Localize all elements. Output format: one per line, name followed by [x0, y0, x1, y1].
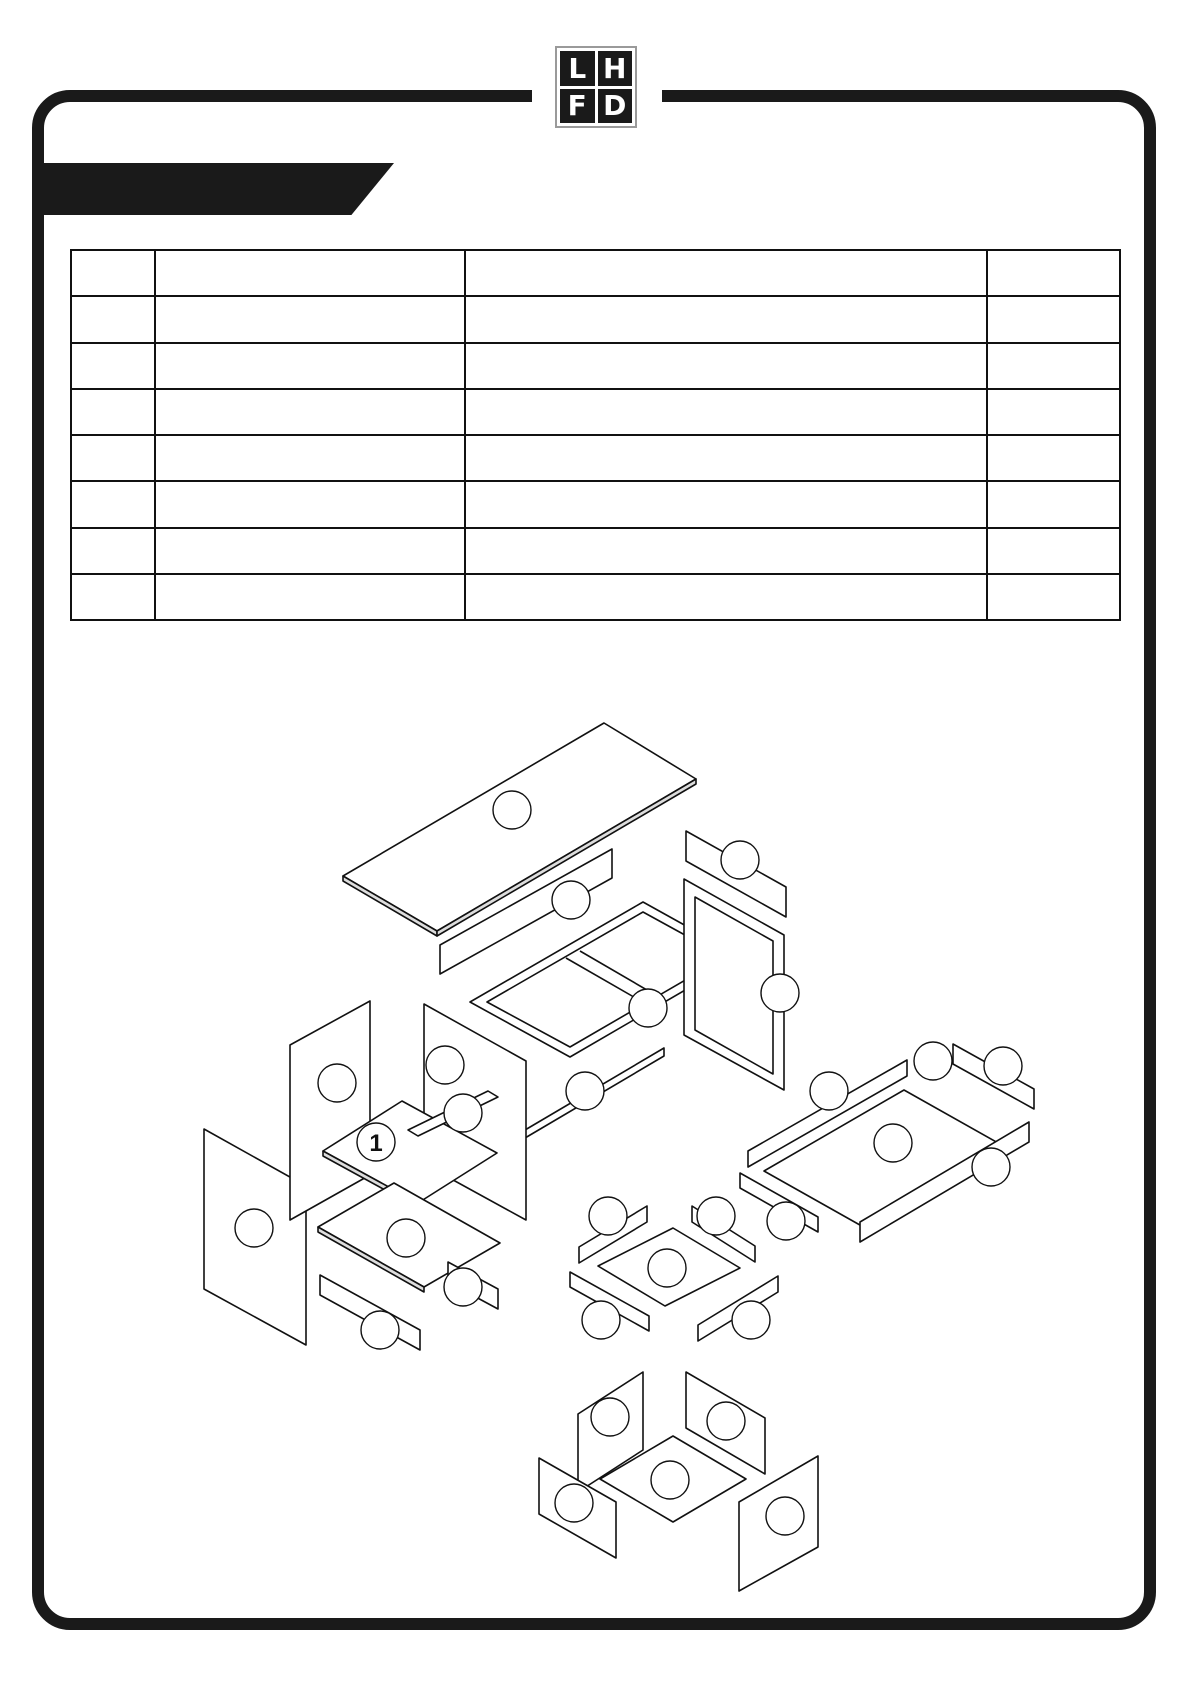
callout-circle	[972, 1148, 1010, 1186]
callout-circle	[707, 1402, 745, 1440]
callout-circle	[766, 1497, 804, 1535]
logo-letter: L	[560, 51, 595, 86]
logo-letter: D	[598, 89, 633, 124]
callout-circle	[589, 1197, 627, 1235]
callout-circle	[582, 1301, 620, 1339]
callout-circle	[721, 841, 759, 879]
callout-circle	[361, 1311, 399, 1349]
callout-circle	[591, 1398, 629, 1436]
callout-circle	[444, 1094, 482, 1132]
callout-circle	[767, 1202, 805, 1240]
callout-circle	[552, 881, 590, 919]
callout-circle	[810, 1072, 848, 1110]
callout-circle	[318, 1064, 356, 1102]
callout-circle	[874, 1124, 912, 1162]
callout-circle	[387, 1219, 425, 1257]
callout-circle	[732, 1301, 770, 1339]
callout-circle	[697, 1197, 735, 1235]
callout-circle	[426, 1046, 464, 1084]
callout-circle	[984, 1047, 1022, 1085]
callout-circle	[761, 974, 799, 1012]
logo-letter: F	[560, 89, 595, 124]
callout-circle	[566, 1072, 604, 1110]
callout-circle	[555, 1484, 593, 1522]
callout-circle	[493, 791, 531, 829]
callout-circle	[629, 989, 667, 1027]
callout-label: 1	[369, 1130, 383, 1157]
callout-circle	[235, 1209, 273, 1247]
logo-letter: H	[598, 51, 633, 86]
left-inner-panel	[290, 1001, 370, 1220]
callout-circle	[651, 1461, 689, 1499]
callout-circle	[648, 1249, 686, 1287]
callout-circle	[444, 1268, 482, 1306]
callout-circle	[914, 1042, 952, 1080]
